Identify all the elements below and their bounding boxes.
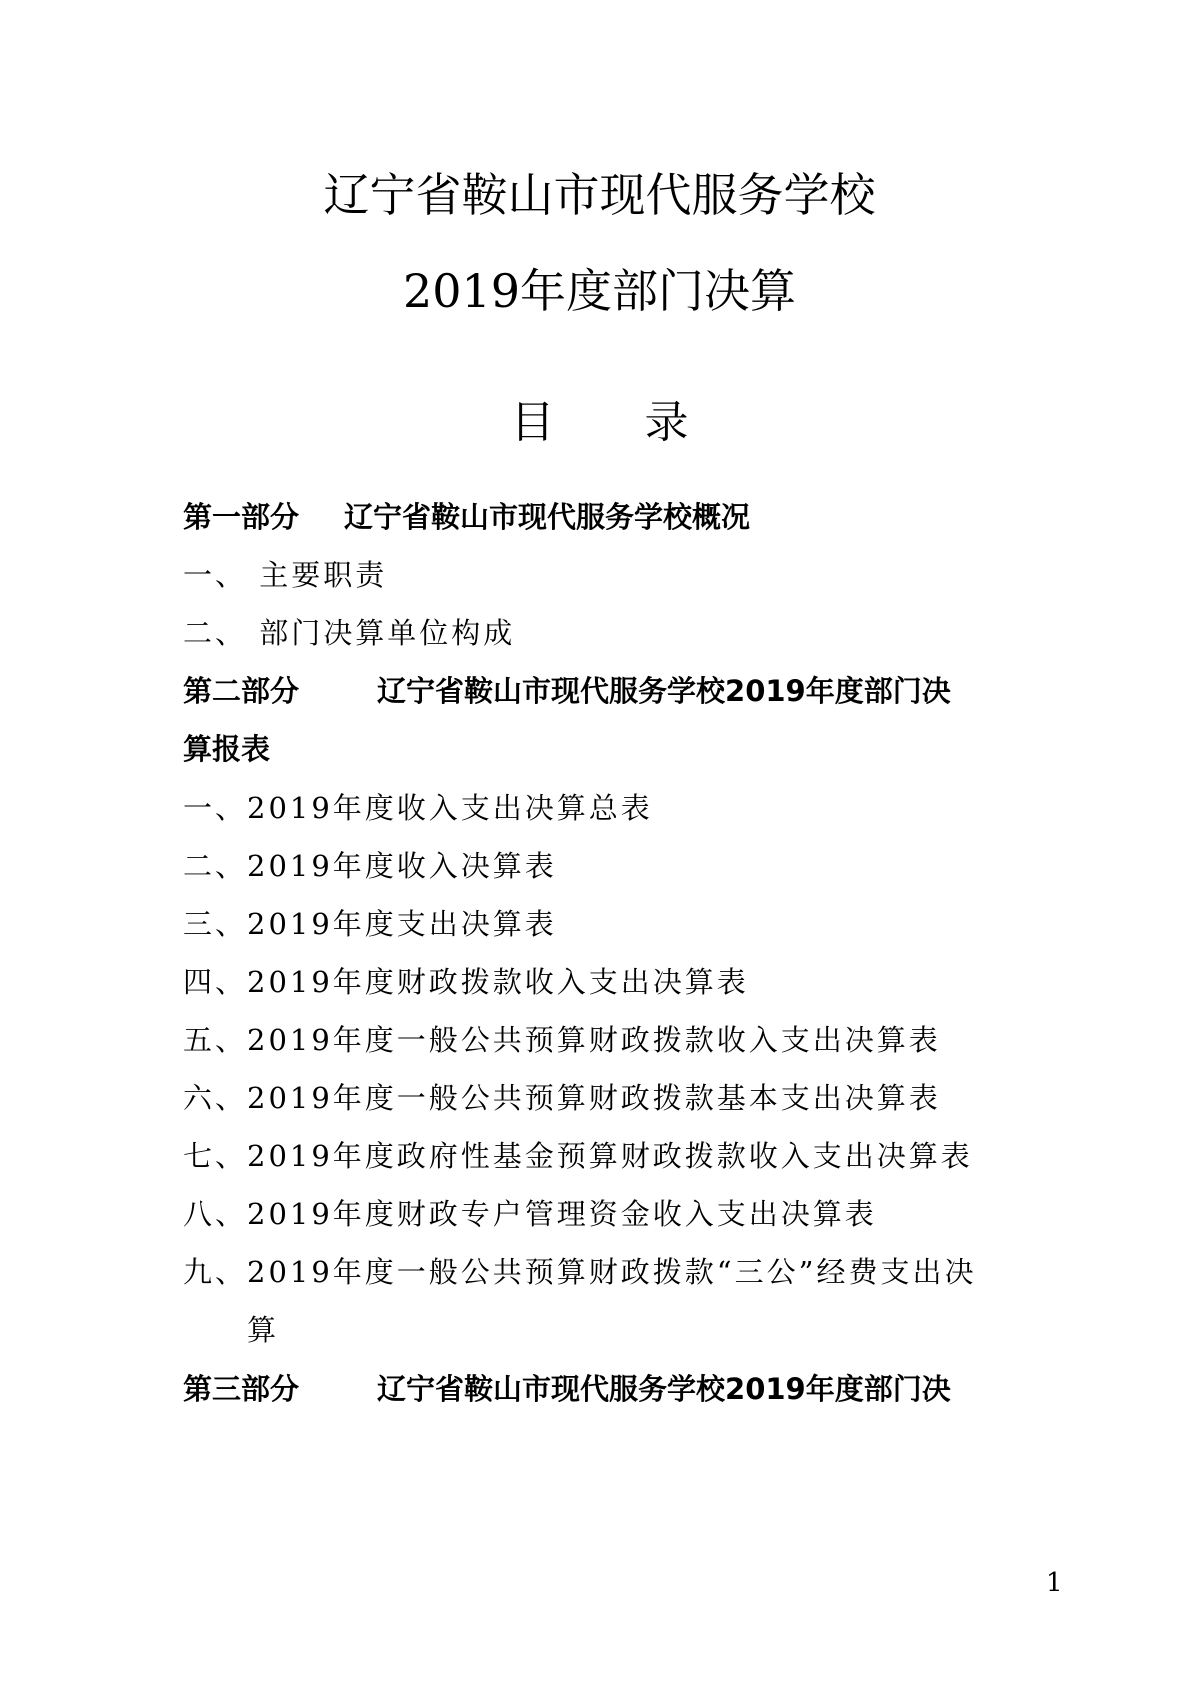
toc-heading: 目录 xyxy=(510,397,779,448)
toc-item: 二、2019年度收入决算表 xyxy=(183,849,557,883)
toc-item-continued: 算 xyxy=(247,1313,280,1347)
toc-part-3 xyxy=(183,1369,951,1409)
toc-part-2-title: 辽宁省鞍山市现代服务学校2019年度部门决 xyxy=(377,674,951,708)
toc-part-1-label: 第一部分 xyxy=(183,500,300,534)
toc-part-1-title: 辽宁省鞍山市现代服务学校概况 xyxy=(344,500,751,534)
toc-part-1 xyxy=(183,497,750,537)
toc-item: 八、2019年度财政专户管理资金收入支出决算表 xyxy=(183,1197,877,1231)
toc-part-2 xyxy=(183,671,951,711)
toc-item: 三、2019年度支出决算表 xyxy=(183,907,557,941)
page-number: 1 xyxy=(1046,1568,1063,1598)
toc-item: 九、2019年度一般公共预算财政拨款“三公”经费支出决 xyxy=(183,1255,977,1289)
toc-item: 一、 主要职责 xyxy=(183,558,388,592)
toc-item: 二、 部门决算单位构成 xyxy=(183,616,516,650)
toc-part-3-title: 辽宁省鞍山市现代服务学校2019年度部门决 xyxy=(377,1372,951,1406)
document-title-line-2: 2019年度部门决算 xyxy=(402,264,797,318)
toc-part-2-label: 第二部分 xyxy=(183,674,300,708)
document-title-line-1: 辽宁省鞍山市现代服务学校 xyxy=(323,168,876,222)
toc-item: 六、2019年度一般公共预算财政拨款基本支出决算表 xyxy=(183,1081,941,1115)
toc-part-2-title-continued: 算报表 xyxy=(183,732,271,766)
toc-item: 一、2019年度收入支出决算总表 xyxy=(183,791,653,825)
toc-item: 七、2019年度政府性基金预算财政拨款收入支出决算表 xyxy=(183,1139,973,1173)
toc-part-3-label: 第三部分 xyxy=(183,1372,300,1406)
toc-item: 四、2019年度财政拨款收入支出决算表 xyxy=(183,965,749,999)
toc-item: 五、2019年度一般公共预算财政拨款收入支出决算表 xyxy=(183,1023,941,1057)
